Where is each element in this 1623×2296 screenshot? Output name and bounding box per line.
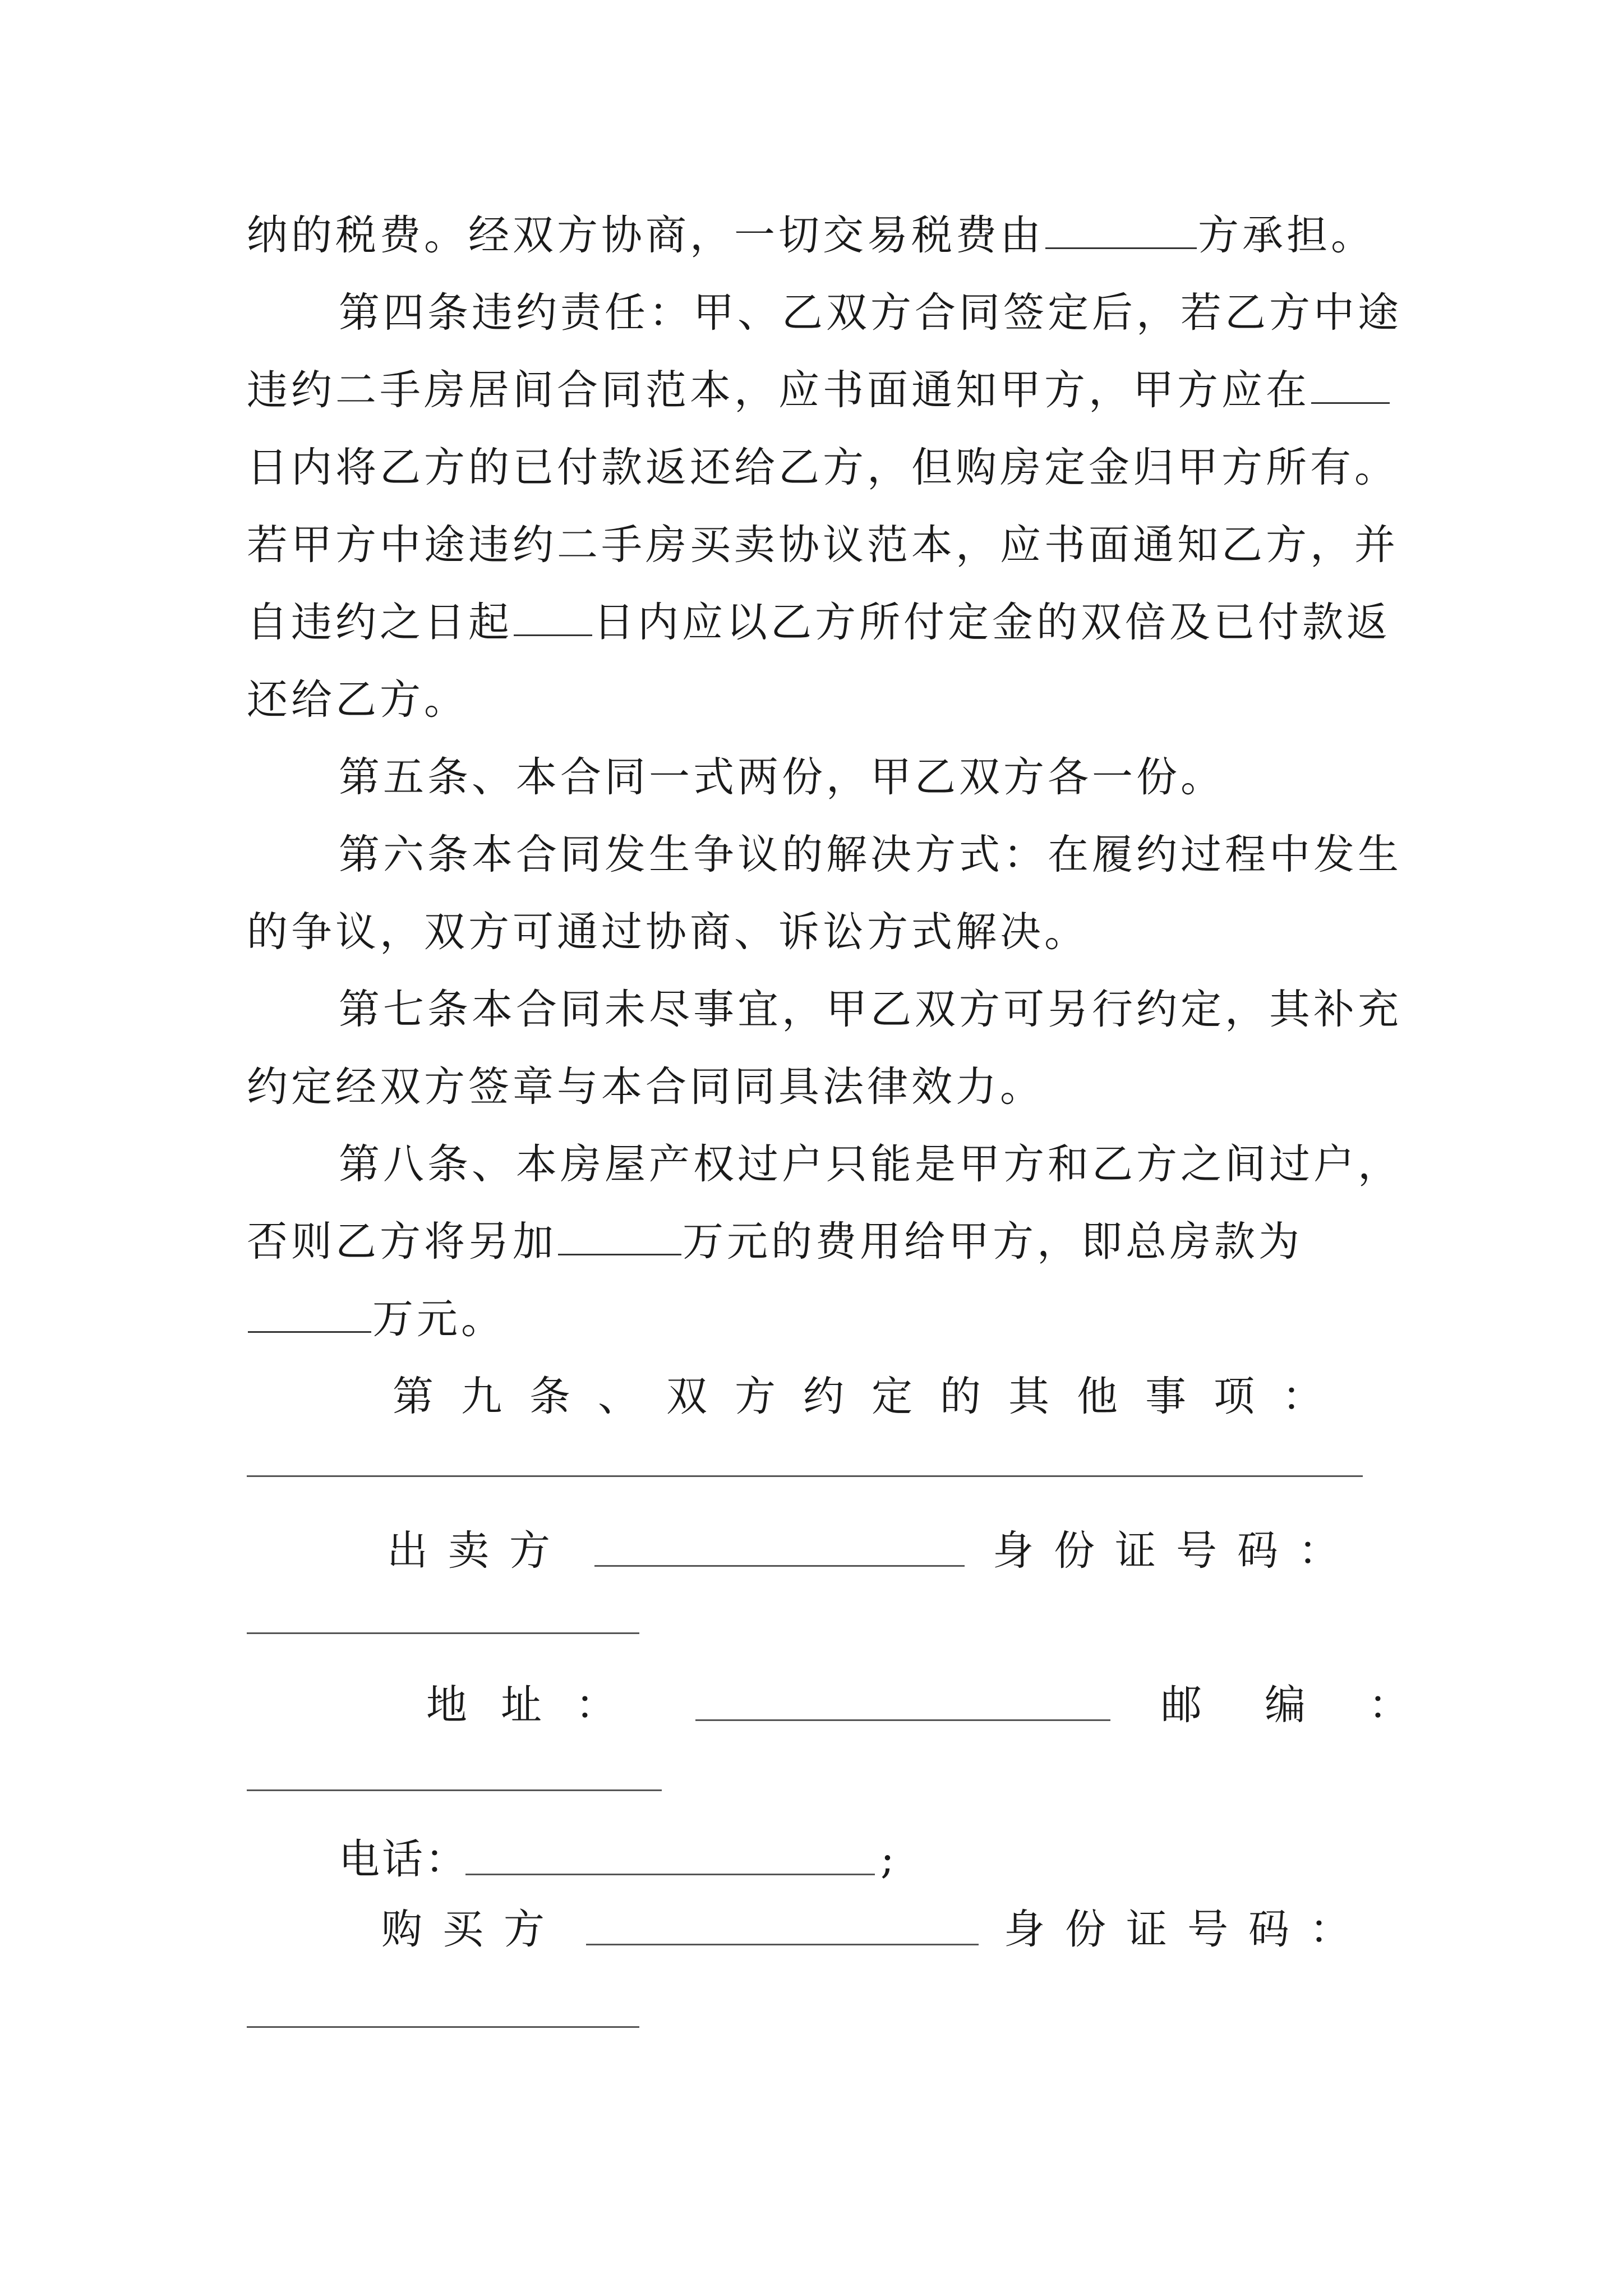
blank-field-days-1[interactable] bbox=[1311, 363, 1390, 404]
blank-field-other-matters[interactable] bbox=[247, 1475, 1363, 1477]
seller-name-field[interactable] bbox=[594, 1565, 965, 1567]
article-7-line-1: 第七条本合同未尽事宜，甲乙双方可另行约定，其补充 bbox=[339, 986, 1402, 1033]
article-4-line-1: 第四条违约责任：甲、乙双方合同签定后，若乙方中途 bbox=[339, 289, 1402, 337]
postcode-label: 邮编： bbox=[1161, 1681, 1472, 1729]
postcode-field[interactable] bbox=[247, 1789, 662, 1791]
article-4-line-2 bbox=[247, 362, 1391, 418]
blank-field-days-2[interactable] bbox=[514, 595, 592, 636]
blank-field-total-price[interactable] bbox=[248, 1292, 371, 1333]
buyer-label: 购买方 bbox=[381, 1906, 565, 1953]
article-8-line-1: 第八条、本房屋产权过户只能是甲方和乙方之间过户， bbox=[339, 1140, 1402, 1188]
article-9-heading: 第九条、双方约定的其他事项： bbox=[393, 1373, 1350, 1420]
seller-id-field[interactable] bbox=[247, 1632, 639, 1634]
text-segment: 自违约之日起 bbox=[247, 599, 513, 646]
article-4-line-6: 还给乙方。 bbox=[247, 676, 468, 724]
buyer-name-field[interactable] bbox=[586, 1944, 979, 1945]
address-field[interactable] bbox=[695, 1719, 1110, 1721]
phone-end-mark: ; bbox=[880, 1835, 895, 1883]
buyer-id-field[interactable] bbox=[247, 2026, 639, 2028]
phone-label: 电话： bbox=[339, 1835, 468, 1883]
article-6-line-1: 第六条本合同发生争议的解决方式：在履约过程中发生 bbox=[339, 831, 1402, 878]
phone-field[interactable] bbox=[465, 1874, 875, 1875]
text-segment: 万元的费用给甲方，即总房款为 bbox=[683, 1218, 1303, 1266]
article-4-line-4: 若甲方中途违约二手房买卖协议范本，应书面通知乙方，并 bbox=[247, 521, 1399, 569]
article-5-line-1: 第五条、本合同一式两份，甲乙双方各一份。 bbox=[339, 753, 1225, 801]
text-line-tax bbox=[247, 208, 1391, 264]
text-segment: 违约二手房居间合同范本，应书面通知甲方，甲方应在 bbox=[247, 366, 1310, 414]
blank-field-tax-party[interactable] bbox=[1045, 208, 1197, 249]
article-6-line-2: 的争议，双方可通过协商、诉讼方式解决。 bbox=[247, 908, 1089, 956]
article-4-line-5 bbox=[247, 595, 1391, 651]
text-segment: 万元。 bbox=[372, 1295, 505, 1343]
article-8-line-2 bbox=[247, 1214, 1391, 1270]
article-8-line-3 bbox=[247, 1291, 1391, 1347]
article-4-line-3: 日内将乙方的已付款返还给乙方，但购房定金归甲方所有。 bbox=[247, 444, 1399, 491]
text-segment: 方承担。 bbox=[1198, 211, 1375, 259]
address-label: 地址： bbox=[426, 1681, 650, 1729]
blank-field-extra-fee[interactable] bbox=[558, 1214, 681, 1255]
text-segment: 否则乙方将另加 bbox=[247, 1218, 557, 1266]
buyer-id-label: 身份证号码： bbox=[1004, 1906, 1371, 1953]
article-7-line-2: 约定经双方签章与本合同同具法律效力。 bbox=[247, 1063, 1044, 1111]
text-segment: 纳的税费。经双方协商，一切交易税费由 bbox=[247, 211, 1044, 259]
seller-id-label: 身份证号码： bbox=[993, 1527, 1359, 1575]
seller-label: 出卖方 bbox=[387, 1527, 570, 1575]
text-segment: 日内应以乙方所付定金的双倍及已付款返 bbox=[593, 599, 1391, 646]
